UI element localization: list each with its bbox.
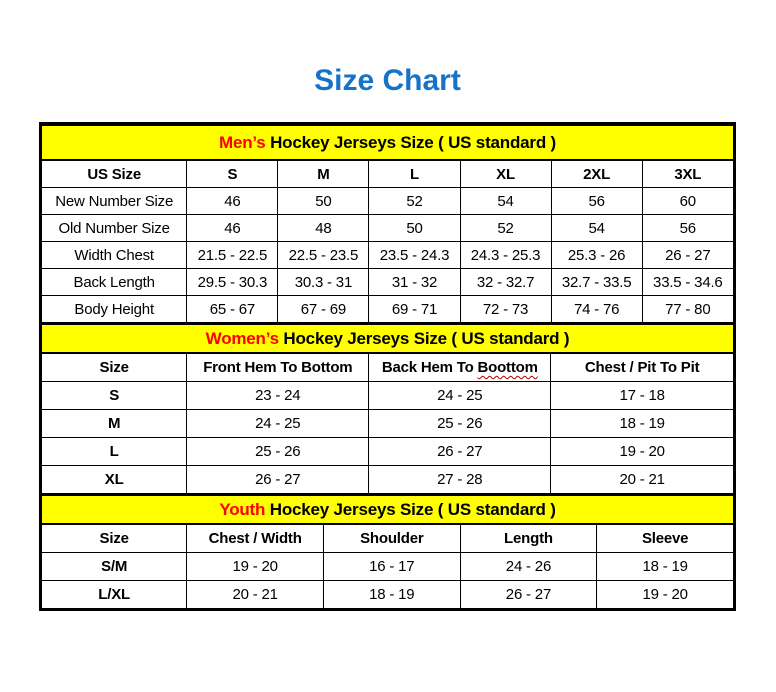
cell: 60 <box>642 188 733 215</box>
cell: 25 - 26 <box>187 438 369 466</box>
row-label: Width Chest <box>42 242 187 269</box>
cell: 54 <box>551 215 642 242</box>
men-column-header: L <box>369 160 460 188</box>
row-label: S/M <box>42 553 187 581</box>
men-column-header: XL <box>460 160 551 188</box>
women-column-header-row <box>42 353 734 382</box>
women-section-header-row <box>42 324 734 353</box>
row-label: Back Length <box>42 269 187 296</box>
cell: 56 <box>551 188 642 215</box>
cell: 77 - 80 <box>642 296 733 323</box>
cell: 20 - 21 <box>551 466 734 494</box>
youth-section-highlight: Youth <box>219 499 266 519</box>
youth-column-header: Length <box>460 524 597 553</box>
men-section-highlight: Men’s <box>218 132 266 152</box>
row-label: L/XL <box>42 581 187 609</box>
men-column-header: 2XL <box>551 160 642 188</box>
cell: 26 - 27 <box>369 438 551 466</box>
cell: 24 - 25 <box>187 410 369 438</box>
cell: 26 - 27 <box>460 581 597 609</box>
misspelled-word: Boottom <box>477 359 538 376</box>
table-row <box>42 382 734 410</box>
women-column-header <box>369 353 551 382</box>
men-column-header-row <box>42 160 734 188</box>
women-column-header-text: Back Hem To <box>381 359 474 376</box>
row-label: New Number Size <box>42 188 187 215</box>
cell: 24.3 - 25.3 <box>460 242 551 269</box>
youth-column-header: Shoulder <box>323 524 460 553</box>
cell: 29.5 - 30.3 <box>187 269 278 296</box>
cell: 22.5 - 23.5 <box>278 242 369 269</box>
table-row <box>42 188 734 215</box>
youth-size-table <box>41 494 734 609</box>
cell: 32 - 32.7 <box>460 269 551 296</box>
cell: 18 - 19 <box>597 553 734 581</box>
row-label: Old Number Size <box>42 215 187 242</box>
men-section-title: Hockey Jerseys Size ( US standard ) <box>270 132 556 152</box>
cell: 65 - 67 <box>187 296 278 323</box>
women-column-header: Size <box>42 353 187 382</box>
youth-column-header-row <box>42 524 734 553</box>
men-section-header <box>42 125 734 160</box>
row-label: L <box>42 438 187 466</box>
cell: 19 - 20 <box>187 553 324 581</box>
cell: 26 - 27 <box>187 466 369 494</box>
cell: 23 - 24 <box>187 382 369 410</box>
cell: 24 - 25 <box>369 382 551 410</box>
women-section-header <box>42 324 734 353</box>
table-row <box>42 438 734 466</box>
youth-column-header: Chest / Width <box>187 524 324 553</box>
cell: 48 <box>278 215 369 242</box>
cell: 23.5 - 24.3 <box>369 242 460 269</box>
youth-section-header <box>42 495 734 524</box>
cell: 21.5 - 22.5 <box>187 242 278 269</box>
page-title: Size Chart <box>314 64 461 97</box>
cell: 69 - 71 <box>369 296 460 323</box>
men-size-table <box>41 124 734 323</box>
size-chart-tables <box>39 122 736 611</box>
cell: 25 - 26 <box>369 410 551 438</box>
cell: 52 <box>369 188 460 215</box>
table-row <box>42 215 734 242</box>
cell: 54 <box>460 188 551 215</box>
table-row <box>42 269 734 296</box>
row-label: S <box>42 382 187 410</box>
cell: 72 - 73 <box>460 296 551 323</box>
table-row <box>42 581 734 609</box>
women-section-highlight: Women’s <box>205 328 279 348</box>
cell: 50 <box>278 188 369 215</box>
cell: 50 <box>369 215 460 242</box>
row-label: Body Height <box>42 296 187 323</box>
cell: 19 - 20 <box>551 438 734 466</box>
table-row <box>42 296 734 323</box>
table-row <box>42 553 734 581</box>
cell: 16 - 17 <box>323 553 460 581</box>
cell: 31 - 32 <box>369 269 460 296</box>
men-column-header: M <box>278 160 369 188</box>
women-column-header: Chest / Pit To Pit <box>551 353 734 382</box>
youth-section-title: Hockey Jerseys Size ( US standard ) <box>269 499 556 519</box>
men-column-header: S <box>187 160 278 188</box>
cell: 18 - 19 <box>323 581 460 609</box>
cell: 32.7 - 33.5 <box>551 269 642 296</box>
table-row <box>42 410 734 438</box>
cell: 74 - 76 <box>551 296 642 323</box>
cell: 52 <box>460 215 551 242</box>
cell: 20 - 21 <box>187 581 324 609</box>
cell: 27 - 28 <box>369 466 551 494</box>
women-size-table <box>41 323 734 494</box>
cell: 24 - 26 <box>460 553 597 581</box>
youth-column-header: Sleeve <box>597 524 734 553</box>
men-section-header-row <box>42 125 734 160</box>
cell: 19 - 20 <box>597 581 734 609</box>
youth-section-header-row <box>42 495 734 524</box>
cell: 25.3 - 26 <box>551 242 642 269</box>
table-row <box>42 466 734 494</box>
row-label: XL <box>42 466 187 494</box>
row-label: M <box>42 410 187 438</box>
youth-column-header: Size <box>42 524 187 553</box>
cell: 56 <box>642 215 733 242</box>
cell: 67 - 69 <box>278 296 369 323</box>
cell: 46 <box>187 215 278 242</box>
cell: 17 - 18 <box>551 382 734 410</box>
men-column-header: 3XL <box>642 160 733 188</box>
table-row <box>42 242 734 269</box>
cell: 26 - 27 <box>642 242 733 269</box>
women-section-title: Hockey Jerseys Size ( US standard ) <box>283 328 570 348</box>
cell: 33.5 - 34.6 <box>642 269 733 296</box>
women-column-header: Front Hem To Bottom <box>187 353 369 382</box>
men-column-header: US Size <box>42 160 187 188</box>
cell: 18 - 19 <box>551 410 734 438</box>
cell: 30.3 - 31 <box>278 269 369 296</box>
cell: 46 <box>187 188 278 215</box>
